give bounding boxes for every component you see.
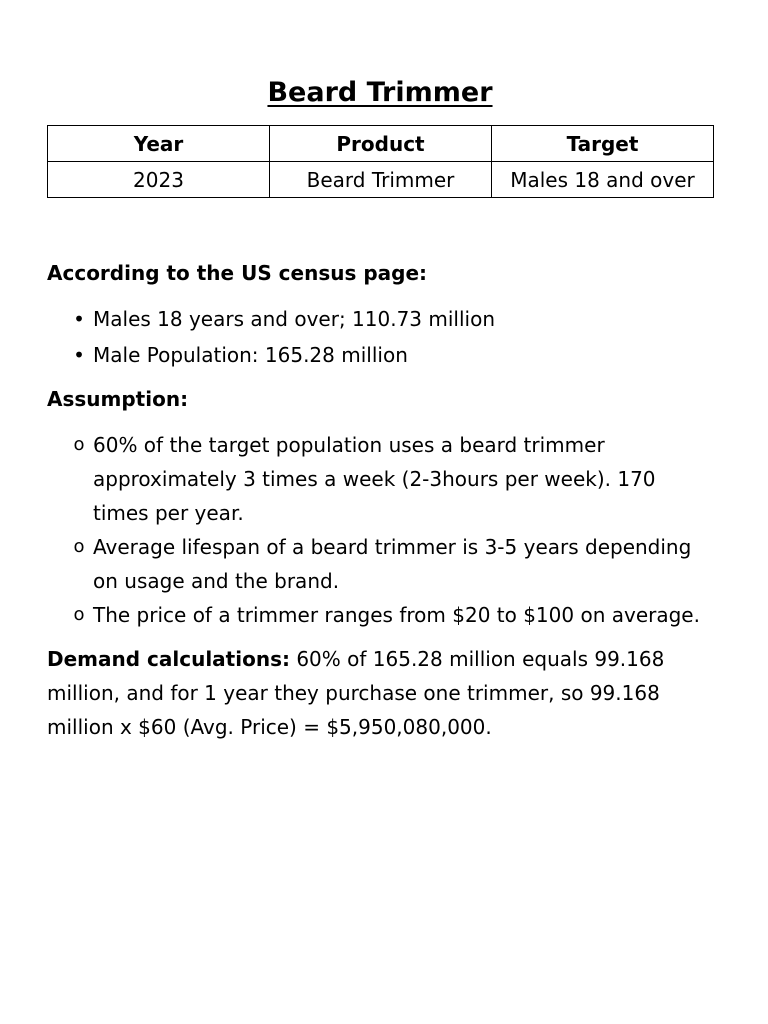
table-row [48,162,714,198]
bullet-icon: • [73,343,85,367]
circle-bullet-icon: o [73,536,85,557]
list-item [47,302,713,336]
document-title: Beard Trimmer [267,77,493,108]
list-item [47,428,713,530]
list-item-text: Males 18 years and over; 110.73 million [93,307,495,331]
info-table [47,125,714,198]
cell-product: Beard Trimmer [270,162,492,198]
header-product: Product [270,126,492,162]
demand-paragraph [47,642,713,744]
cell-year: 2023 [48,162,270,198]
header-year: Year [48,126,270,162]
bullet-icon: • [73,307,85,331]
circle-bullet-icon: o [73,604,85,625]
header-target: Target [492,126,714,162]
list-item [47,598,713,632]
cell-target: Males 18 and over [492,162,714,198]
list-item-text: Male Population: 165.28 million [93,343,408,367]
assumption-list [47,428,713,632]
census-list [47,302,713,372]
demand-text: 60% of 165.28 million equals 99.168 million, and for 1 year they purchase one trimmer, so 99.168 million x $60 (Avg. Price) = $5,950,080,000. [47,647,665,739]
list-item-text: The price of a trimmer ranges from $20 to $100 on average. [93,603,700,627]
demand-label: Demand calculations: [47,647,290,671]
census-heading: According to the US census page: [47,261,428,285]
table-header-row [48,126,714,162]
list-item-text: 60% of the target population uses a beard trimmer approximately 3 times a week (2-3hours per week). 170 times per year. [93,433,656,525]
list-item [47,530,713,598]
circle-bullet-icon: o [73,434,85,455]
list-item [47,338,713,372]
list-item-text: Average lifespan of a beard trimmer is 3-5 years depending on usage and the brand. [93,535,692,593]
assumption-heading: Assumption: [47,387,189,411]
document-page [47,74,713,744]
